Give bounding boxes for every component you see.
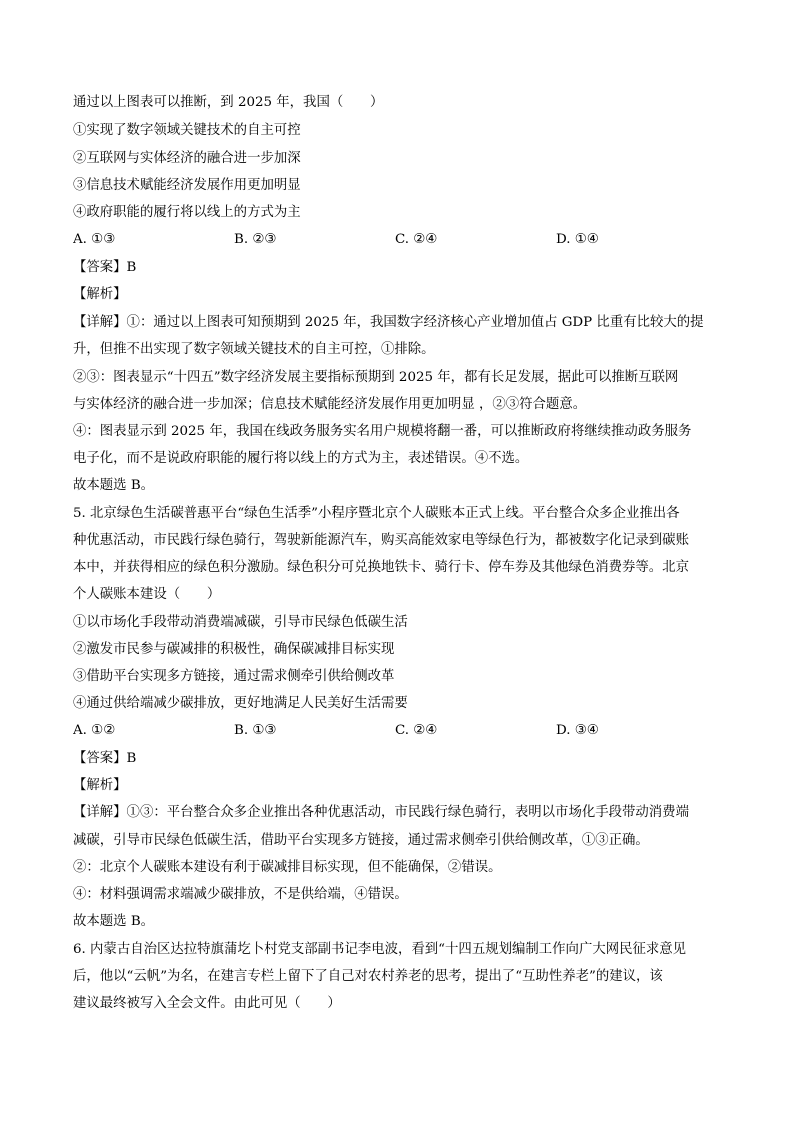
q4-item-4: ④政府职能的履行将以线上的方式为主 — [73, 205, 301, 220]
q5-item-2: ②激发市民参与碳减排的积极性，确保碳减排目标实现 — [73, 642, 395, 657]
q5-analysis-label: 【解析】 — [73, 778, 127, 793]
q5-option-b: B. ①③ — [234, 723, 277, 738]
q5-conclusion: 故本题选 B。 — [73, 914, 155, 929]
q4-item-3: ③信息技术赋能经济发展作用更加明显 — [73, 178, 301, 193]
q4-detail-line-5: ④：图表显示到 2025 年，我国在线政务服务实名用户规模将翻一番，可以推断政府将继续推动政务服务 — [73, 424, 692, 439]
q5-item-4: ④通过供给端减少碳排放，更好地满足人民美好生活需要 — [73, 696, 408, 711]
q5-options — [73, 718, 734, 744]
q4-detail-line-3: ②③：图表显示“十四五”数字经济发展主要指标预期到 2025 年，都有长足发展，据此可以推断互联网 — [73, 370, 679, 385]
q5-stem-line-4: 个人碳账本建设（ ） — [73, 587, 221, 602]
q5-stem-line-2: 种优惠活动，市民践行绿色骑行，驾驶新能源汽车，购买高能效家电等绿色行为，都被数字化记录到碳账 — [73, 533, 689, 548]
q5-option-a: A. ①② — [73, 723, 116, 738]
q5-item-3: ③借助平台实现多方链接，通过需求侧牵引供给侧改革 — [73, 669, 395, 684]
q4-stem: 通过以上图表可以推断，到 2025 年，我国（ ） — [73, 95, 384, 110]
q4-detail-line-4: 与实体经济的融合进一步加深；信息技术赋能经济发展作用更加明显 ，②③符合题意。 — [73, 397, 587, 412]
q4-option-b: B. ②③ — [234, 232, 277, 247]
q5-option-d: D. ③④ — [556, 723, 599, 738]
q4-option-a: A. ①③ — [73, 232, 116, 247]
q5-detail-line-3: ②：北京个人碳账本建设有利于碳减排目标实现，但不能确保，②错误。 — [73, 860, 502, 875]
q5-option-c: C. ②④ — [395, 723, 438, 738]
q4-option-c: C. ②④ — [395, 232, 438, 247]
q5-answer: 【答案】B — [73, 751, 137, 766]
q5-detail-line-2: 减碳，引导市民绿色低碳生活，借助平台实现多方链接，通过需求侧牵引供给侧改革，①③正确。 — [73, 833, 649, 848]
q6-stem-line-1: 6. 内蒙古自治区达拉特旗蒲圪卜村党支部副书记李电波，看到“十四五规划编制工作向广大网民征求意见 — [73, 942, 687, 957]
q5-item-1: ①以市场化手段带动消费端减碳，引导市民绿色低碳生活 — [73, 615, 408, 630]
q4-detail-line-6: 电子化，而不是说政府职能的履行将以线上的方式为主，表述错误。④不选。 — [73, 451, 529, 466]
q5-stem-line-1: 5. 北京绿色生活碳普惠平台“绿色生活季”小程序暨北京个人碳账本正式上线。平台整合众多企业推出各 — [73, 506, 680, 521]
q4-detail-line-1: 【详解】①：通过以上图表可知预期到 2025 年，我国数字经济核心产业增加值占 GDP 比重有比较大的提 — [73, 315, 704, 330]
q6-stem-line-2: 后，他以“云帆”为名，在建言专栏上留下了自己对农村养老的思考，提出了“互助性养老”的建议，该 — [73, 969, 663, 984]
q4-item-1: ①实现了数字领域关键技术的自主可控 — [73, 123, 301, 138]
q4-item-2: ②互联网与实体经济的融合进一步加深 — [73, 151, 301, 166]
q6-stem-line-3: 建议最终被写入全会文件。由此可见（ ） — [73, 996, 341, 1011]
q4-detail-line-2: 升，但推不出实现了数字领域关键技术的自主可控，①排除。 — [73, 342, 435, 357]
q4-answer: 【答案】B — [73, 260, 137, 275]
q5-stem-line-3: 本中，并获得相应的绿色积分激励。绿色积分可兑换地铁卡、骑行卡、停车券及其他绿色消费券等。北京 — [73, 560, 689, 575]
q5-detail-line-4: ④：材料强调需求端减少碳排放，不是供给端，④错误。 — [73, 887, 408, 902]
q4-conclusion: 故本题选 B。 — [73, 478, 155, 493]
q4-analysis-label: 【解析】 — [73, 287, 127, 302]
q4-option-d: D. ①④ — [556, 232, 599, 247]
q5-detail-line-1: 【详解】①③：平台整合众多企业推出各种优惠活动，市民践行绿色骑行，表明以市场化手段带动消费端 — [73, 805, 689, 820]
q4-options — [73, 227, 734, 253]
